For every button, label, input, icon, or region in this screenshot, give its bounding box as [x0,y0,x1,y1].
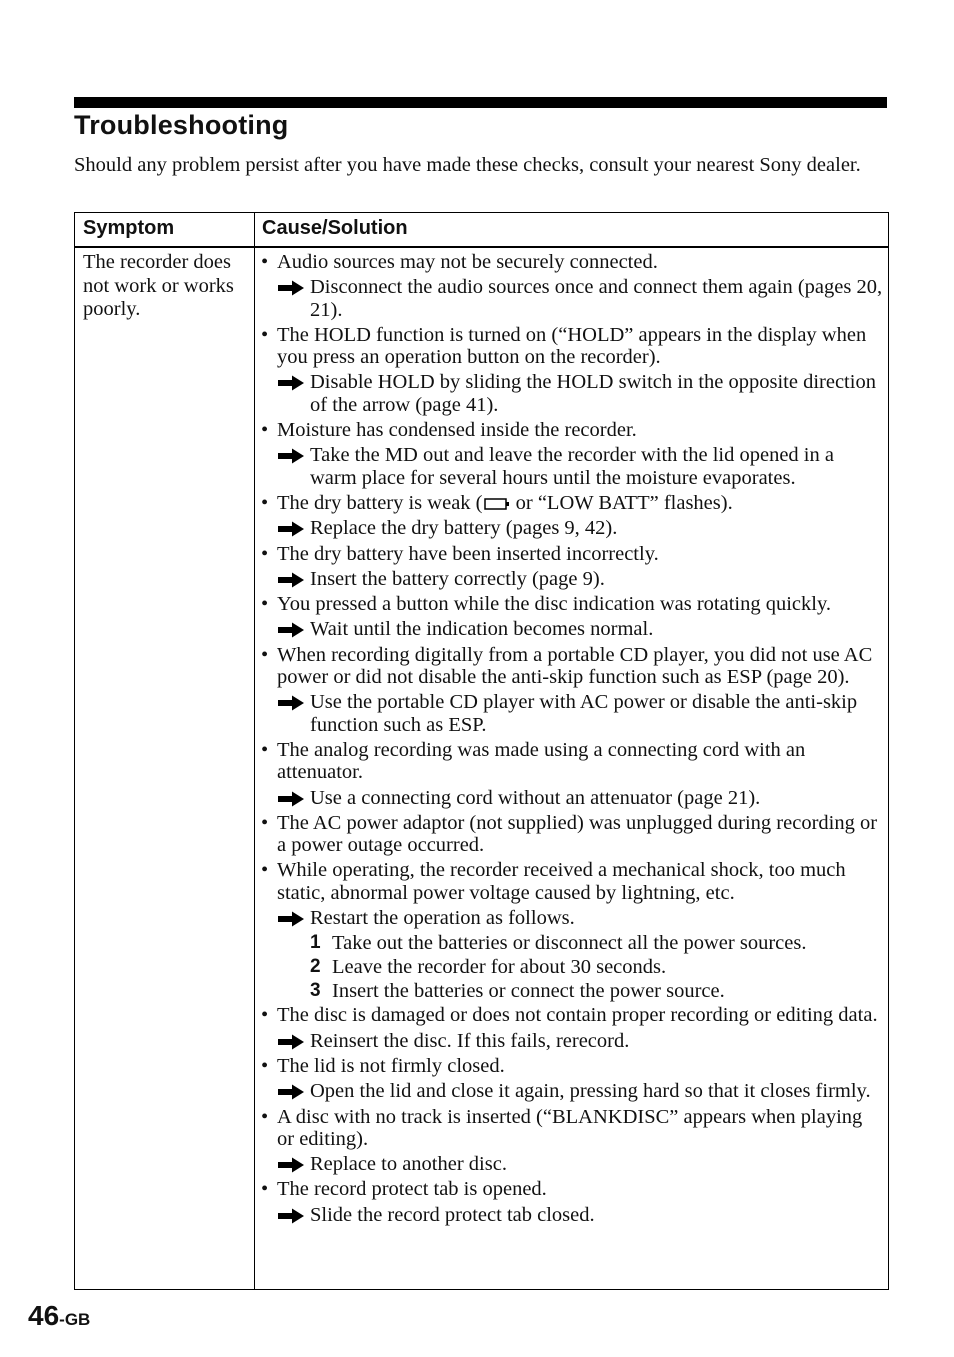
solution-label: Use the portable CD player with AC power or disable the anti-skip function such as ESP. [310,691,858,736]
cause-text [261,1055,883,1077]
list-item [261,859,883,1002]
cause-label: The analog recording was made using a connecting cord with an attenuator. [277,738,806,784]
solution-label: Replace to another disc. [310,1153,507,1176]
cause-label: The dry battery have been inserted incorrectly. [277,542,659,565]
cause-text [261,324,883,369]
solution-label: Slide the record protect tab closed. [310,1203,595,1226]
bullet-icon: • [261,859,269,882]
cause-text [261,419,883,441]
bullet-icon: • [261,738,269,761]
list-item [261,1055,883,1103]
cause-text [261,812,883,857]
bullet-icon: • [261,251,269,273]
bullet-icon: • [261,1178,269,1201]
arrow-right-icon [277,622,305,638]
page-title: Troubleshooting [74,110,289,140]
page-number [28,1300,90,1332]
solution-label: Open the lid and close it again, pressing hard so that it closes firmly. [310,1080,871,1103]
solution-label: Replace the dry battery (pages 9, 42). [310,517,618,540]
list-item [261,419,883,489]
list-item [261,812,883,857]
solution-text [261,1153,883,1175]
solution-text [261,1080,883,1102]
restart-steps [261,932,883,1002]
list-item [261,739,883,809]
cause-label: A disc with no track is inserted (“BLANKDISC” appears when playing or editing). [277,1105,863,1150]
list-item [261,1178,883,1226]
cause-text [261,251,883,273]
solution-label: Use a connecting cord without an attenuator (page 21). [310,786,761,809]
cause-label: Audio sources may not be securely connected. [277,251,658,273]
solution-text [261,618,883,640]
solution-text [261,517,883,539]
cause-label: While operating, the recorder received a mechanical shock, too much static, abnormal power voltage caused by lightning, etc. [277,859,846,904]
cause-text [261,859,883,904]
top-rule [74,97,887,108]
troubleshooting-table [74,212,889,1290]
cause-text [261,644,883,689]
arrow-right-icon [277,911,305,927]
cause-label: Moisture has condensed inside the recorder. [277,419,637,442]
arrow-right-icon [277,695,305,711]
cause-label: When recording digitally from a portable CD player, you did not use AC power or did not disable the anti-skip function such as ESP (page 20). [277,643,873,689]
arrow-right-icon [277,375,305,391]
arrow-right-icon [277,280,305,296]
step-number: 1 [310,932,321,954]
arrow-right-icon [277,791,305,807]
solution-label: Reinsert the disc. If this fails, rerecord. [310,1029,630,1052]
step-text: Insert the batteries or connect the power source. [332,979,725,1002]
header-symptom: Symptom [83,217,175,239]
bullet-icon: • [261,1054,269,1077]
cause-label: The lid is not firmly closed. [277,1054,505,1077]
step-text: Leave the recorder for about 30 seconds. [332,956,667,979]
bullet-icon: • [261,419,269,442]
step-number: 2 [310,956,321,978]
page-number-value: 46 [28,1300,60,1331]
list-item [261,1106,883,1176]
step-number: 3 [310,979,321,1001]
list-item [261,492,883,540]
cause-text [261,492,883,514]
step-text: Take out the batteries or disconnect all the power sources. [332,932,807,955]
list-item [261,543,883,591]
cause-label: The AC power adaptor (not supplied) was unplugged during recording or a power outage occurred. [277,811,878,857]
arrow-right-icon [277,521,305,537]
list-item [261,324,883,416]
list-item [261,644,883,736]
battery-icon [484,497,510,511]
column-divider [254,213,255,1289]
bullet-icon: • [261,811,269,834]
solution-text [261,1030,883,1052]
solution-label: Take the MD out and leave the recorder with the lid opened in a warm place for several hours until the moisture evaporates. [310,444,834,489]
intro-paragraph: Should any problem persist after you have made these checks, consult your nearest Sony dealer. [74,154,861,176]
cause-text [261,1004,883,1026]
step-item [310,980,883,1002]
list-item [261,593,883,641]
solution-text [261,276,883,321]
solution-label: Restart the operation as follows. [310,907,575,930]
solution-text [261,568,883,590]
bullet-icon: • [261,593,269,616]
solution-text [261,444,883,489]
bullet-icon: • [261,643,269,666]
cause-text [261,1106,883,1151]
solution-text [261,691,883,736]
cause-label: The disc is damaged or does not contain proper recording or editing data. [277,1004,878,1027]
cause-label: You pressed a button while the disc indication was rotating quickly. [277,593,831,616]
cause-label: The record protect tab is opened. [277,1178,547,1201]
arrow-right-icon [277,1034,305,1050]
bullet-icon: • [261,1105,269,1128]
arrow-right-icon [277,1084,305,1100]
arrow-right-icon [277,448,305,464]
cause-text [261,739,883,784]
bullet-icon: • [261,542,269,565]
solution-label: Insert the battery correctly (page 9). [310,567,605,590]
solution-text [261,907,883,929]
symptom-cell: The recorder does not work or works poorly. [83,251,234,320]
step-item [310,932,883,954]
solution-text [261,787,883,809]
step-item [310,956,883,978]
page-number-suffix: -GB [59,1310,91,1329]
header-cause-solution: Cause/Solution [262,217,408,239]
bullet-icon: • [261,1004,269,1027]
table-header [75,213,888,248]
bullet-icon: • [261,323,269,346]
bullet-icon: • [261,491,269,514]
solution-text [261,1204,883,1226]
list-item [261,251,883,321]
cause-text [261,1178,883,1200]
list-item [261,1004,883,1052]
arrow-right-icon [277,1208,305,1224]
cause-text [261,543,883,565]
cause-prefix: The dry battery is weak ( [277,491,483,514]
cause-text [261,593,883,615]
cause-solution-cell [261,251,883,1229]
solution-label: Disable HOLD by sliding the HOLD switch in the opposite direction of the arrow (page 41). [310,371,876,416]
solution-text [261,371,883,416]
arrow-right-icon [277,1157,305,1173]
arrow-right-icon [277,572,305,588]
cause-suffix: or “LOW BATT” flashes). [510,491,733,514]
solution-label: Disconnect the audio sources once and connect them again (pages 20, 21). [310,276,883,321]
cause-label: The HOLD function is turned on (“HOLD” appears in the display when you press an operation button on the recorder). [277,323,867,369]
solution-label: Wait until the indication becomes normal. [310,618,654,641]
